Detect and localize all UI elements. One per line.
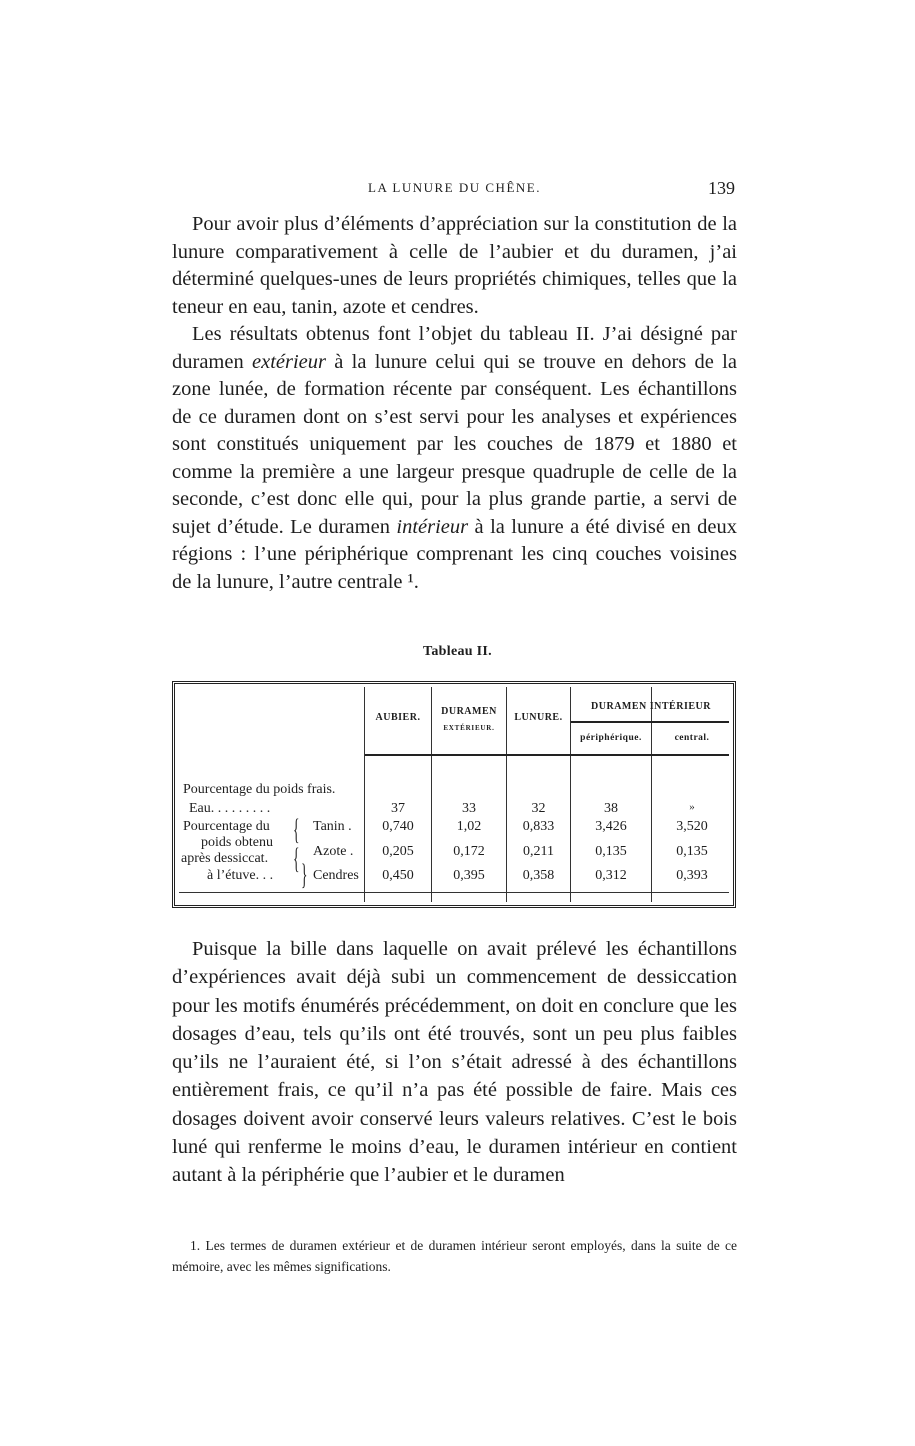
- label-azote: Azote .: [313, 844, 354, 859]
- cell-cendres-aubier: 0,450: [382, 868, 414, 883]
- text-segment: à la lunure a été divisé en deux régions : l’une périphérique comprenant les cinq couches voisines de la lunure, l’autre centrale ¹.: [172, 515, 737, 593]
- header-rule: [365, 754, 729, 756]
- running-title: LA LUNURE DU CHÊNE.: [368, 180, 541, 195]
- running-header: [172, 178, 737, 200]
- cell-eau-central: »: [689, 801, 695, 813]
- header-exterieur: EXTÉRIEUR.: [443, 724, 495, 732]
- cell-cendres-lunure: 0,358: [522, 868, 555, 883]
- label-pourcentage-du: Pourcentage du: [183, 819, 270, 834]
- table-caption: Tableau II.: [423, 644, 492, 659]
- header-aubier: AUBIER.: [375, 712, 421, 723]
- header-lunure: LUNURE.: [514, 712, 563, 723]
- emphasis-exterieur: extérieur: [252, 350, 326, 373]
- label-apres-dessiccat: après dessiccat.: [181, 851, 269, 866]
- left-brace: {: [293, 813, 300, 846]
- cell-eau-peripherique: 38: [604, 801, 618, 816]
- label-tanin: Tanin .: [313, 819, 352, 834]
- footnote-text: 1. Les termes de duramen extérieur et de duramen intérieur seront employés, dans la suite de ce mémoire, avec les mêmes significations.: [172, 1238, 737, 1274]
- cell-eau-duramen-ext: 33: [462, 801, 476, 816]
- cell-tanin-lunure: 0,833: [522, 819, 555, 834]
- paragraph-1b: [172, 321, 737, 596]
- cell-cendres-peripherique: 0,312: [595, 868, 627, 883]
- paragraph-2-text: Puisque la bille dans laquelle on avait prélevé les échantillons d’expériences avait déjà subi un commencement de dessiccation pour les motifs énumérés précédemment, on doit en conclure que les dosages d’eau, tels qu’ils ont été trouvés, sont un peu plus faibles qu’ils ne l’auraient été, si l’on s’était adressé à des échantillons entièrement frais, ce qu’il n’a pas été possible de faire. Mais ces dosages doivent avoir conservé leurs valeurs relatives. C’est le bois luné qui renferme le moins d’eau, le duramen intérieur en contient autant à la périphérie que l’aubier et le duramen: [172, 938, 737, 1187]
- footnote: [172, 1235, 737, 1277]
- cell-tanin-central: 3,520: [676, 819, 708, 834]
- header-central: central.: [674, 733, 710, 743]
- header-duramen-interieur: DURAMEN INTÉRIEUR: [591, 701, 711, 712]
- paragraph-1: [172, 211, 737, 596]
- label-eau: Eau. . . . . . . . .: [189, 801, 271, 816]
- bottom-rule: [179, 892, 729, 893]
- cell-azote-aubier: 0,205: [382, 844, 414, 859]
- left-brace: {: [293, 842, 300, 875]
- cell-tanin-aubier: 0,740: [382, 819, 414, 834]
- group-rule: [571, 721, 729, 723]
- label-cendres: Cendres: [313, 868, 359, 883]
- cell-eau-aubier: 37: [391, 801, 405, 816]
- cell-eau-lunure: 32: [531, 801, 546, 816]
- label-a-letuve: à l’étuve. . .: [207, 868, 274, 883]
- cell-tanin-peripherique: 3,426: [595, 819, 627, 834]
- cell-azote-peripherique: 0,135: [595, 844, 627, 859]
- paragraph-1a: Pour avoir plus d’éléments d’appréciation sur la constitution de la lunure comparativement à celle de l’aubier et du duramen, j’ai déterminé quelques-unes de leurs propriétés chimiques, telles que la teneur en eau, tanin, azote et cendres.: [172, 213, 737, 318]
- cell-tanin-duramen-ext: 1,02: [456, 819, 482, 834]
- header-peripherique: périphérique.: [580, 733, 642, 743]
- cell-cendres-central: 0,393: [676, 868, 708, 883]
- page-number: 139: [708, 178, 735, 198]
- label-pourcentage-frais: Pourcentage du poids frais.: [183, 782, 336, 797]
- cell-cendres-duramen-ext: 0,395: [453, 868, 485, 883]
- data-table: [172, 681, 736, 908]
- cell-azote-central: 0,135: [676, 844, 708, 859]
- label-poids-obtenu: poids obtenu: [201, 835, 273, 850]
- header-duramen: DURAMEN: [441, 706, 497, 717]
- right-brace: }: [301, 858, 308, 891]
- text-segment: à la lunure celui qui se trouve en dehors de la zone lunée, de formation récente par conséquent. Les échantillons de ce duramen dont on s’est servi pour les analyses et expériences sont constitués uniquement par les couches de 1879 et 1880 et comme la première a une largeur presque quadruple de celle de la seconde, c’est donc elle qui, pour la plus grande partie, a servi de sujet d’étude. Le duramen: [172, 350, 737, 538]
- emphasis-interieur: intérieur: [396, 515, 469, 538]
- cell-azote-duramen-ext: 0,172: [453, 844, 485, 859]
- paragraph-2: [172, 935, 737, 1190]
- text-segment: Les résultats obtenus font l’objet du tableau II. J’ai désigné par duramen: [172, 323, 737, 373]
- cell-azote-lunure: 0,211: [523, 844, 554, 859]
